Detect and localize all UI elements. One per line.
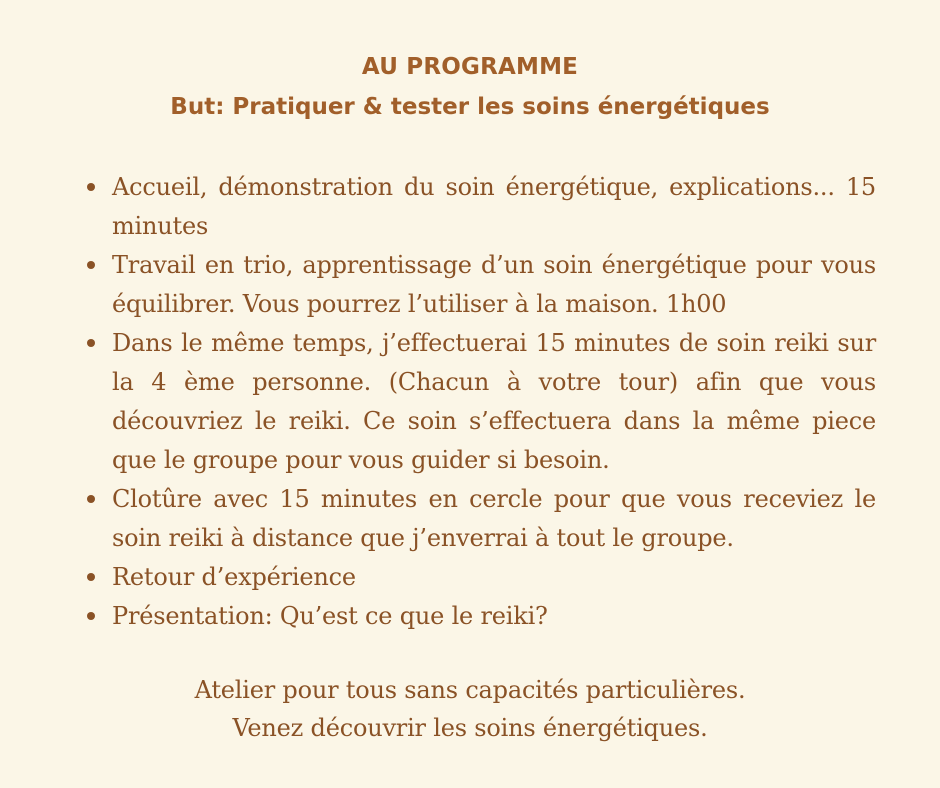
bullet-icon (87, 612, 95, 620)
footer-line-2: Venez découvrir les soins énergétiques. (232, 714, 708, 742)
bullet-icon (87, 339, 95, 347)
page-subtitle: But: Pratiquer & tester les soins énergétiques (170, 94, 770, 120)
list-item (84, 324, 876, 480)
list-item-text: Présentation: Qu’est ce que le reiki? (112, 602, 548, 630)
bullet-icon (87, 183, 95, 191)
list-item (84, 480, 876, 558)
list-item-text: Accueil, démonstration du soin énergétique, explications... 15 minutes (112, 173, 876, 240)
list-item-text: Travail en trio, apprentissage d’un soin énergétique pour vous équilibrer. Vous pourrez l’utiliser à la maison. 1h00 (112, 251, 876, 318)
bullet-icon (87, 495, 95, 503)
agenda-list (84, 168, 876, 636)
list-item-text: Retour d’expérience (112, 563, 356, 591)
list-item (84, 558, 876, 597)
bullet-icon (87, 261, 95, 269)
bullet-icon (87, 573, 95, 581)
list-item (84, 168, 876, 246)
page-title: AU PROGRAMME (361, 54, 579, 80)
list-item (84, 246, 876, 324)
list-item-text: Dans le même temps, j’effectuerai 15 minutes de soin reiki sur la 4 ème personne. (Chacun à votre tour) afin que vous découvriez le reiki. Ce soin s’effectuera dans la même piece que le groupe pour vous guider si besoin. (112, 329, 876, 474)
list-item (84, 597, 876, 636)
list-item-text: Clotûre avec 15 minutes en cercle pour que vous receviez le soin reiki à distance que j’enverrai à tout le groupe. (112, 485, 876, 552)
footer-line-1: Atelier pour tous sans capacités particulières. (194, 676, 746, 704)
